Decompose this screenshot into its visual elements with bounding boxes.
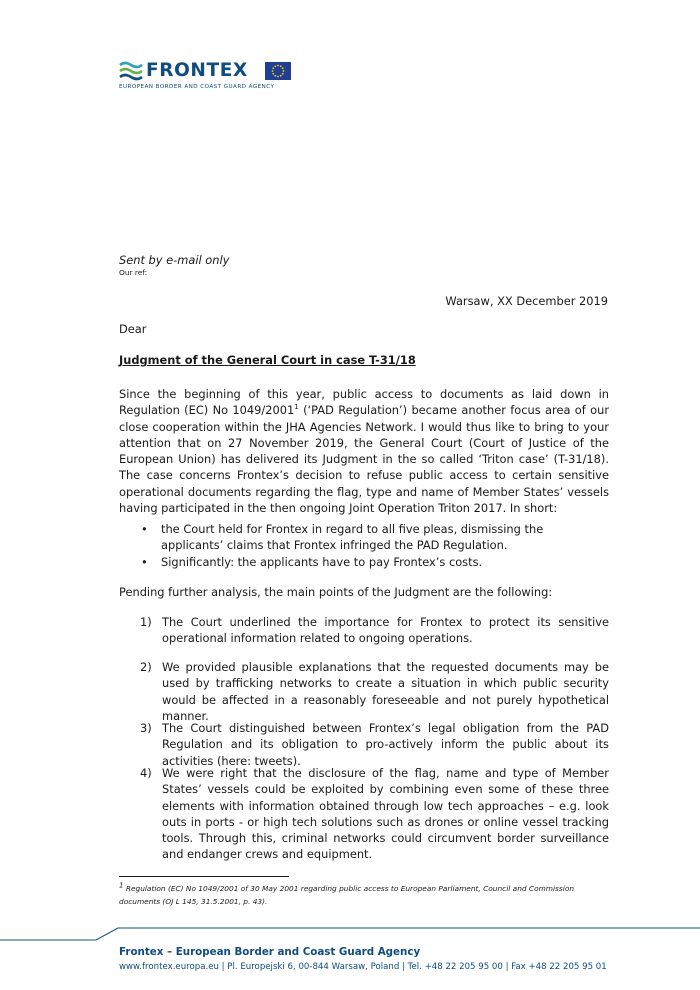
list-item xyxy=(119,554,609,570)
intro-text-b: (‘PAD Regulation’) became another focus area of our close cooperation within the JHA Agencies Network. I would thus like to bring to your attention that on 27 November 2019, the General Court (Court of Justice of the European Union) has delivered its Judgment in the so called ‘Triton case’ (T-31/18). The case concerns Frontex’s decision to refuse public access to certain sensitive operational documents regarding the flag, type and name of Member States’ vessels having participated in the then ongoing Joint Operation Triton 2017. In short: xyxy=(119,403,610,516)
eu-flag-icon xyxy=(265,62,291,80)
logo-wordmark: FRONTEX xyxy=(146,60,248,81)
frontex-wave-icon xyxy=(119,61,143,81)
point-number: 3) xyxy=(140,721,152,735)
numbered-point xyxy=(140,765,609,863)
point-number: 4) xyxy=(140,766,152,780)
numbered-point xyxy=(140,614,609,647)
numbered-point xyxy=(140,659,609,724)
footer-address: www.frontex.europa.eu | Pl. Europejski 6, 00-844 Warsaw, Poland | Tel. +48 22 205 95 00 | Fax +48 22 205 95 01 xyxy=(119,962,607,972)
pending-paragraph: Pending further analysis, the main points of the Judgment are the following: xyxy=(119,585,553,599)
letter-date: Warsaw, XX December 2019 xyxy=(445,294,608,308)
footnote-ref: 1 xyxy=(294,403,299,412)
footnote-mark: 1 xyxy=(119,881,124,890)
footnote-text: Regulation (EC) No 1049/2001 of 30 May 2001 regarding public access to European Parliament, Council and Commission documents (OJ L 145, 31.5.2001, p. 43). xyxy=(119,884,575,906)
point-number: 2) xyxy=(140,660,152,674)
our-ref: Our ref: xyxy=(119,268,148,277)
letter-subject: Judgment of the General Court in case T-31/18 xyxy=(119,353,416,367)
footnote xyxy=(119,882,609,908)
point-text: The Court distinguished between Frontex’s legal obligation from the PAD Regulation and its obligation to pro-actively inform the public about its activities (here: tweets). xyxy=(162,721,609,768)
summary-bullets xyxy=(119,521,609,570)
numbered-point xyxy=(140,720,609,769)
list-item xyxy=(119,521,609,554)
bullet-dot: • xyxy=(141,522,148,536)
sent-by-note: Sent by e-mail only xyxy=(119,253,230,267)
bullet-text: the Court held for Frontex in regard to all five pleas, dismissing the applicants’ claims that Frontex infringed the PAD Regulation. xyxy=(161,522,544,553)
salutation: Dear xyxy=(119,322,147,336)
footnote-divider xyxy=(119,876,289,877)
point-number: 1) xyxy=(140,615,152,629)
footer-title: Frontex – European Border and Coast Guard Agency xyxy=(119,946,421,958)
point-text: We were right that the disclosure of the flag, name and type of Member States’ vessels could be exploited by combining even some of these three elements with information obtained through low tech approaches – e.g. look outs in ports - or high tech solutions such as drones or online vessel tracking tools. Through this, criminal networks could circumvent border surveillance and endanger crews and equipment. xyxy=(162,766,609,862)
point-text: The Court underlined the importance for Frontex to protect its sensitive operational information related to ongoing operations. xyxy=(162,615,609,646)
intro-text-a: Since the beginning of this year, public access to documents as laid down in Regulation (EC) No 1049/2001 xyxy=(119,387,609,418)
footer-divider xyxy=(0,920,700,942)
logo-tagline: EUROPEAN BORDER AND COAST GUARD AGENCY xyxy=(119,84,275,90)
point-text: We provided plausible explanations that the requested documents may be used by trafficking networks to create a situation in which public security would be affected in a reasonably foreseeable and not purely hypothetical manner. xyxy=(162,660,609,723)
bullet-text: Significantly: the applicants have to pay Frontex’s costs. xyxy=(161,554,483,569)
bullet-dot: • xyxy=(141,554,148,569)
intro-paragraph xyxy=(119,386,609,516)
frontex-logo xyxy=(119,60,294,94)
